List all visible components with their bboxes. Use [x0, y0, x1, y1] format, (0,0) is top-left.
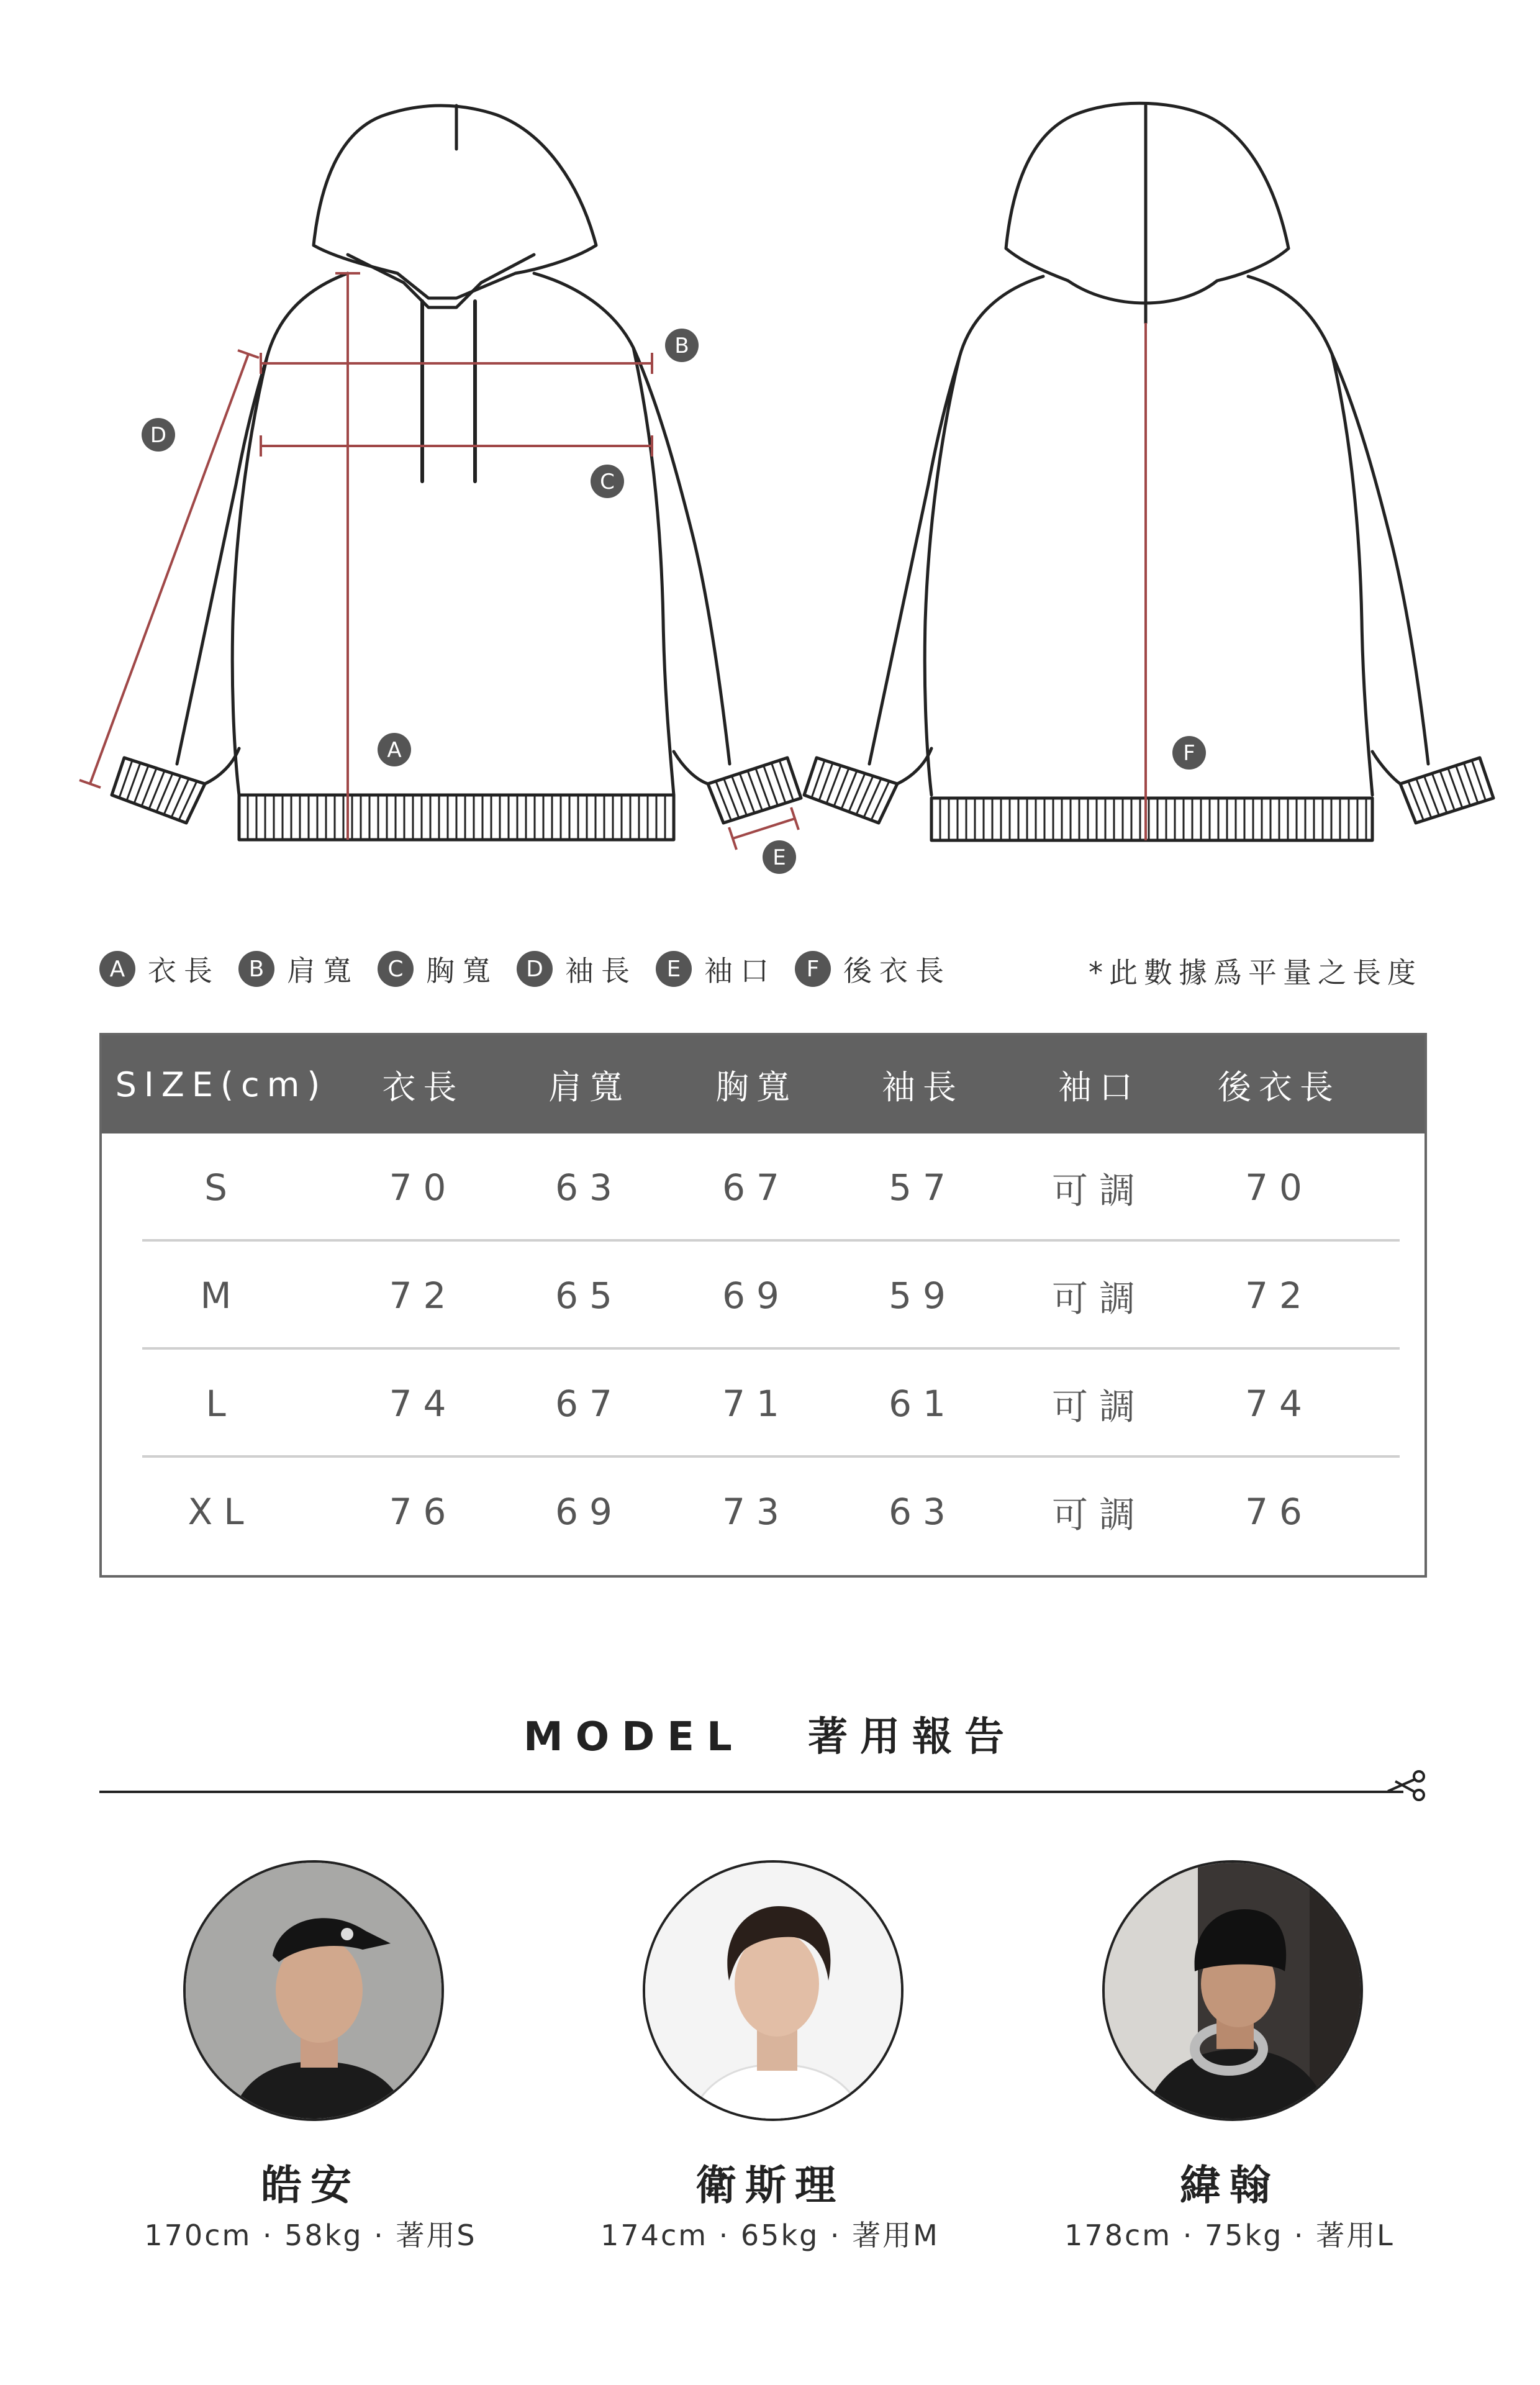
- badge-c: [591, 465, 624, 498]
- cell-value: 70: [1245, 1166, 1313, 1209]
- table-row: [102, 1350, 1424, 1458]
- cell-value: 74: [389, 1383, 458, 1425]
- cell-value: 可調: [1051, 1386, 1146, 1428]
- cell-size: XL: [188, 1491, 255, 1533]
- cell-value: 63: [889, 1491, 957, 1533]
- cell-size: M: [200, 1274, 243, 1317]
- svg-text:A: A: [387, 738, 402, 763]
- model-name: 衛斯理: [695, 2161, 845, 2209]
- scissors-icon: [1382, 1764, 1431, 1807]
- legend-item-f: [795, 948, 951, 989]
- cell-value: 73: [722, 1491, 790, 1533]
- svg-text:D: D: [150, 423, 167, 448]
- model-photo: [183, 1860, 444, 2121]
- cell-value: 72: [1245, 1274, 1313, 1317]
- legend-item-c: [378, 948, 498, 989]
- cell-value: 63: [555, 1166, 623, 1209]
- cell-value: 可調: [1051, 1494, 1146, 1536]
- model-title-zh: 著用報告: [808, 1714, 1017, 1760]
- badge-b: [665, 329, 699, 362]
- cell-value: 72: [389, 1274, 458, 1317]
- model-name: 緯翰: [1180, 2161, 1279, 2209]
- model-stats: 174cm · 65kg · 著用M: [600, 2219, 940, 2252]
- cell-value: 61: [889, 1383, 957, 1425]
- badge-f: [1172, 736, 1206, 770]
- size-table: [99, 1033, 1427, 1578]
- letter-badge: C: [378, 951, 414, 987]
- legend-item-b: [238, 948, 359, 989]
- model-card: [553, 1860, 987, 2258]
- header-shoulder: 肩寬: [548, 1067, 630, 1107]
- cell-value: 76: [389, 1491, 458, 1533]
- front-hoodie-outline: [112, 106, 801, 840]
- cell-value: 可調: [1051, 1170, 1146, 1212]
- header-cuff: 袖口: [1058, 1067, 1140, 1107]
- model-section-title: [0, 1705, 1540, 1762]
- back-hem-rib: [940, 799, 1366, 839]
- legend-item-a: [99, 948, 220, 989]
- legend-label: 袖長: [565, 954, 637, 988]
- cell-value: 65: [555, 1274, 623, 1317]
- svg-text:C: C: [600, 470, 615, 494]
- badge-a: [378, 733, 411, 766]
- model-stats: 178cm · 75kg · 著用L: [1064, 2219, 1395, 2252]
- cell-value: 69: [555, 1491, 623, 1533]
- letter-badge: E: [656, 951, 692, 987]
- header-sleeve: 袖長: [882, 1067, 964, 1107]
- letter-badge: A: [99, 951, 135, 987]
- cell-value: 57: [889, 1166, 957, 1209]
- cell-value: 69: [722, 1274, 790, 1317]
- svg-text:E: E: [772, 845, 786, 870]
- badge-d: [142, 418, 175, 452]
- front-hem-rib: [248, 796, 665, 838]
- cell-value: 可調: [1051, 1278, 1146, 1320]
- header-back-length: 後衣長: [1218, 1067, 1341, 1107]
- cell-value: 71: [722, 1383, 790, 1425]
- model-title-en: MODEL: [523, 1714, 745, 1760]
- legend-label: 袖口: [704, 954, 776, 988]
- cell-value: 67: [555, 1383, 623, 1425]
- cell-value: 76: [1245, 1491, 1313, 1533]
- measurement-note: *此數據爲平量之長度: [1089, 956, 1422, 989]
- table-row: [102, 1133, 1424, 1242]
- model-photo: [643, 1860, 904, 2121]
- legend-label: 後衣長: [843, 954, 951, 988]
- cell-size: L: [206, 1383, 237, 1425]
- table-header: [102, 1035, 1424, 1133]
- legend-label: 肩寬: [287, 954, 359, 988]
- svg-text:B: B: [674, 334, 689, 358]
- measurement-lines: [79, 273, 1146, 850]
- letter-badge: F: [795, 951, 831, 987]
- hoodie-measurement-diagram: [0, 0, 1540, 932]
- measurement-legend: [99, 947, 970, 991]
- model-stats: 170cm · 58kg · 著用S: [144, 2219, 477, 2252]
- cell-value: 74: [1245, 1383, 1313, 1425]
- cell-value: 67: [722, 1166, 790, 1209]
- header-size: SIZE(cm): [115, 1065, 328, 1104]
- table-row: [102, 1458, 1424, 1566]
- table-row: [102, 1242, 1424, 1350]
- svg-text:F: F: [1183, 741, 1195, 766]
- model-card: [1012, 1860, 1447, 2258]
- section-divider: [99, 1791, 1403, 1793]
- letter-badge: B: [238, 951, 274, 987]
- header-chest: 胸寬: [715, 1067, 797, 1107]
- badge-e: [763, 840, 796, 874]
- model-photo: [1102, 1860, 1363, 2121]
- legend-item-e: [656, 948, 776, 989]
- model-name: 皓安: [261, 2161, 360, 2209]
- legend-label: 胸寬: [426, 954, 498, 988]
- cell-value: 70: [389, 1166, 458, 1209]
- letter-badge: D: [517, 951, 553, 987]
- legend-label: 衣長: [148, 954, 220, 988]
- cell-value: 59: [889, 1274, 957, 1317]
- model-card: [93, 1860, 528, 2258]
- back-hoodie-outline: [804, 103, 1493, 840]
- cell-size: S: [204, 1166, 238, 1209]
- header-length: 衣長: [382, 1067, 464, 1107]
- legend-item-d: [517, 948, 637, 989]
